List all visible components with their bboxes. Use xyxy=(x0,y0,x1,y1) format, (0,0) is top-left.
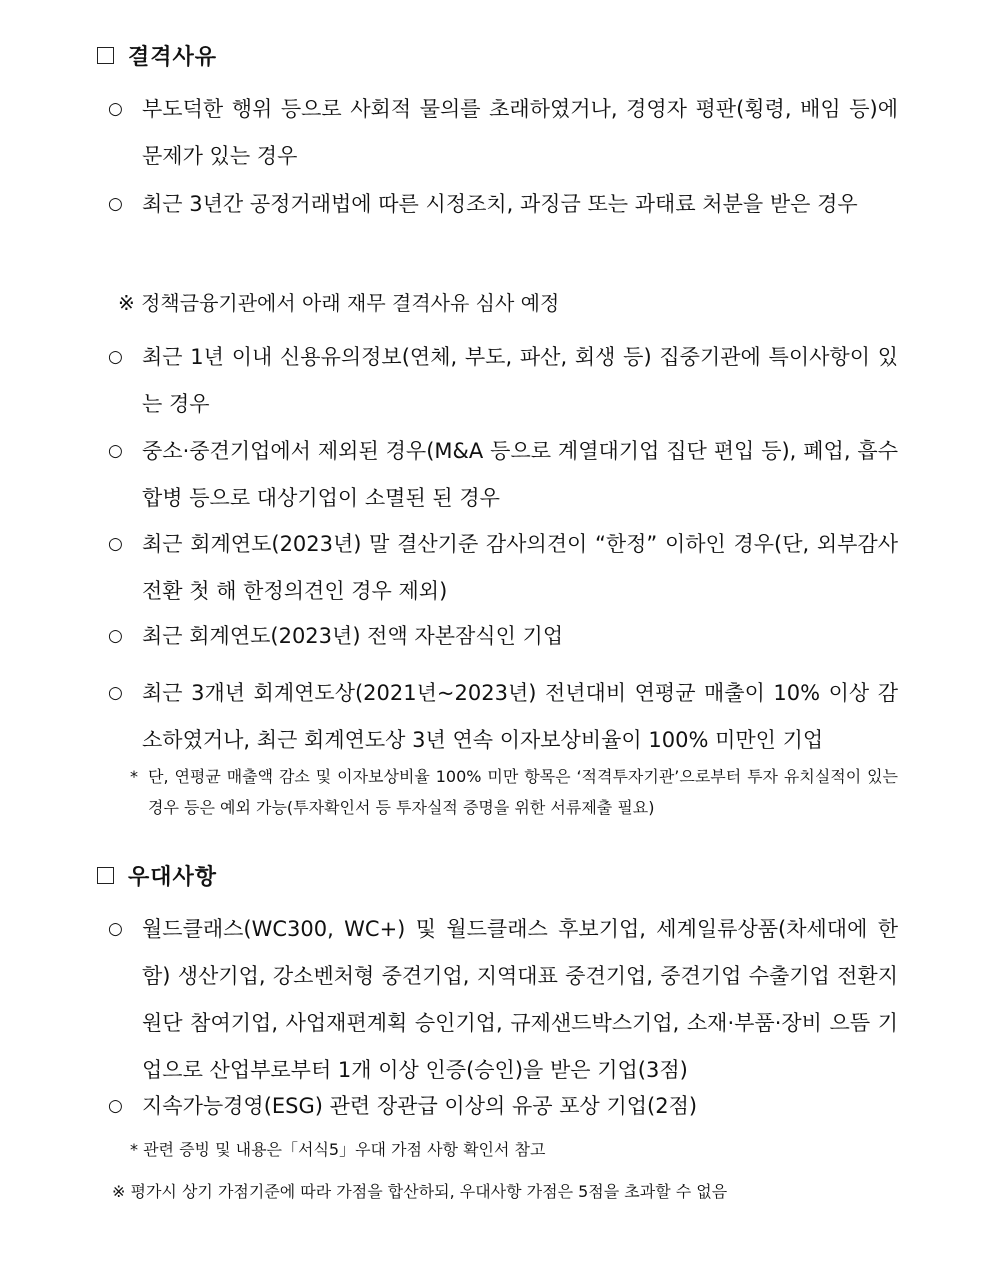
financial-review-note: ※ 정책금융기관에서 아래 재무 결격사유 심사 예정 xyxy=(118,291,560,315)
checkbox-icon xyxy=(97,867,114,884)
circle-bullet-icon: ○ xyxy=(108,626,123,646)
scoring-footnote: ※ 평가시 상기 가점기준에 따라 가점을 합산하되, 우대사항 가점은 5점을 초과할 수 없음 xyxy=(112,1182,728,1201)
circle-bullet-icon: ○ xyxy=(108,534,123,554)
list-item-text: 최근 1년 이내 신용유의정보(연체, 부도, 파산, 회생 등) 집중기관에 특이사항이 있는 경우 xyxy=(142,345,898,416)
circle-bullet-icon: ○ xyxy=(108,441,123,461)
list-item-text: 최근 회계연도(2023년) 말 결산기준 감사의견이 “한정” 이하인 경우(단, 외부감사 전환 첫 해 한정의견인 경우 제외) xyxy=(142,532,898,603)
checkbox-icon xyxy=(97,47,114,64)
asterisk-icon: * xyxy=(130,767,138,786)
circle-bullet-icon: ○ xyxy=(108,1096,123,1116)
list-item xyxy=(108,86,898,180)
section-title: 결격사유 xyxy=(128,45,218,70)
list-item-text: 지속가능경영(ESG) 관련 장관급 이상의 유공 포상 기업(2점) xyxy=(142,1094,698,1118)
list-item-text: 월드클래스(WC300, WC+) 및 월드클래스 후보기업, 세계일류상품(차세대에 한함) 생산기업, 강소벤처형 중견기업, 지역대표 중견기업, 중견기업 수출기업 전환지원단 참여기업, 사업재편계획 승인기업, 규제샌드박스기업, 소재·부품·장비 으뜸 기업으로 산업부로부터 1개 이상 인증(승인)을 받은 기업(3점) xyxy=(142,917,898,1082)
list-item xyxy=(108,670,898,764)
list-item xyxy=(108,613,898,660)
circle-bullet-icon: ○ xyxy=(108,919,123,939)
list-item xyxy=(108,521,898,615)
list-item-text: 중소·중견기업에서 제외된 경우(M&A 등으로 계열대기업 집단 편입 등), 폐업, 흡수합병 등으로 대상기업이 소멸된 된 경우 xyxy=(142,439,898,510)
circle-bullet-icon: ○ xyxy=(108,194,123,214)
list-item xyxy=(108,428,898,522)
circle-bullet-icon: ○ xyxy=(108,683,123,703)
list-item xyxy=(108,334,898,428)
list-item xyxy=(108,181,898,228)
list-item xyxy=(108,1083,898,1130)
list-item-text: 최근 회계연도(2023년) 전액 자본잠식인 기업 xyxy=(142,624,564,648)
list-item-text: 부도덕한 행위 등으로 사회적 물의를 초래하였거나, 경영자 평판(횡령, 배임 등)에 문제가 있는 경우 xyxy=(142,97,898,168)
exception-note xyxy=(130,761,898,823)
section-title: 우대사항 xyxy=(128,865,218,890)
list-item xyxy=(108,906,898,1094)
circle-bullet-icon: ○ xyxy=(108,347,123,367)
circle-bullet-icon: ○ xyxy=(108,99,123,119)
list-item-text: 최근 3년간 공정거래법에 따른 시정조치, 과징금 또는 과태료 처분을 받은 경우 xyxy=(142,192,858,216)
section-heading-disqualification xyxy=(97,40,217,71)
section-heading-preferences xyxy=(97,860,217,891)
evidence-note: * 관련 증빙 및 내용은「서식5」우대 가점 사항 확인서 참고 xyxy=(130,1140,546,1159)
exception-note-text: 단, 연평균 매출액 감소 및 이자보상비율 100% 미만 항목은 ‘적격투자기관’으로부터 투자 유치실적이 있는 경우 등은 예외 가능(투자확인서 등 투자실적 증명을 위한 서류제출 필요) xyxy=(148,767,898,817)
list-item-text: 최근 3개년 회계연도상(2021년~2023년) 전년대비 연평균 매출이 10% 이상 감소하였거나, 최근 회계연도상 3년 연속 이자보상비율이 100% 미만인 기업 xyxy=(142,681,898,752)
